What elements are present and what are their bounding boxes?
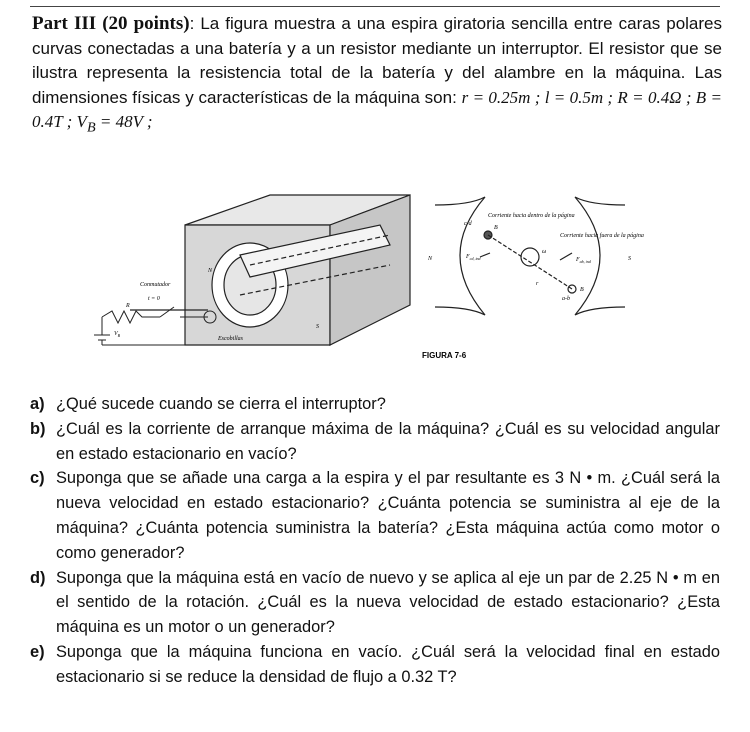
part-title: Part III (20 points) [32, 13, 190, 34]
label-cd: c-d [464, 221, 472, 227]
label-S-left: S [316, 324, 319, 330]
figure-caption: FIGURA 7-6 [422, 351, 467, 360]
label-ab: a-b [562, 296, 570, 302]
label-VB: $V_B$ [114, 331, 121, 338]
machine-parameters: r = 0.25m ; l = 0.5m ; R = 0.4Ω ; B = 0.4T ; $V_B = 48V$ ; [32, 87, 722, 136]
machine-diagram [90, 185, 650, 375]
questions-list [30, 392, 720, 690]
question-e: e) Suponga que la máquina funciona en vacío. ¿Cuál será la velocidad final en estado estacionario si se reduce la densidad de flujo a 0.32 T? [30, 642, 720, 686]
label-B-top: B [494, 225, 498, 231]
label-omega: ω [542, 249, 547, 255]
question-c: c) Suponga que se añade una carga a la espira y el par resultante es 3 N • m. ¿Cuál será la nueva velocidad en estado estacionario? ¿Cuánta potencia se suministra al eje de la máquina? ¿Cuánta potencia suministra la batería? ¿Esta máquina actúa como motor o como generador? [30, 469, 720, 562]
problem-statement [32, 12, 722, 140]
label-B-bottom: B [580, 287, 584, 293]
label-r: r [536, 281, 539, 287]
machine-figure [90, 185, 650, 375]
label-corriente-fuera: Corriente hacia fuera de la página [560, 233, 644, 239]
label-corriente-dentro: Corriente hacia dentro de la página [488, 213, 575, 219]
question-d: d) Suponga que la máquina está en vacío de nuevo y se aplica al eje un par de 2.25 N • m en el sentido de la rotación. ¿Cuál es la nueva velocidad de estado estacionario? ¿Esta máquina es un motor o un generador? [30, 568, 720, 637]
top-rule [30, 6, 720, 7]
label-S-right: S [628, 256, 631, 262]
label-conmutador: Conmutador [140, 282, 171, 288]
label-switch: t = 0 [148, 296, 160, 302]
label-escobillas: Escobillas [218, 336, 243, 342]
label-R: R [126, 303, 130, 309]
label-N-left: N [208, 268, 213, 274]
label-F-ab: $F_{ab, ind}$ [576, 257, 591, 264]
question-b: b) ¿Cuál es la corriente de arranque máxima de la máquina? ¿Cuál es su velocidad angular en estado estacionario en vacío? [30, 419, 720, 463]
machine-block [130, 195, 410, 345]
question-a: a) ¿Qué sucede cuando se cierra el interruptor? [30, 395, 386, 413]
label-F-cd: $F_{cd, ind}$ [466, 254, 481, 261]
label-N-right: N [428, 256, 433, 262]
intro-text: : La figura muestra a una espira giratoria sencilla entre caras polares curvas conectadas a una batería y a un resistor mediante un interruptor. El resistor que se ilustra representa la resistencia total de la batería y del alambre en la máquina. Las dimensiones físicas y características de la máquina son: [32, 14, 723, 107]
